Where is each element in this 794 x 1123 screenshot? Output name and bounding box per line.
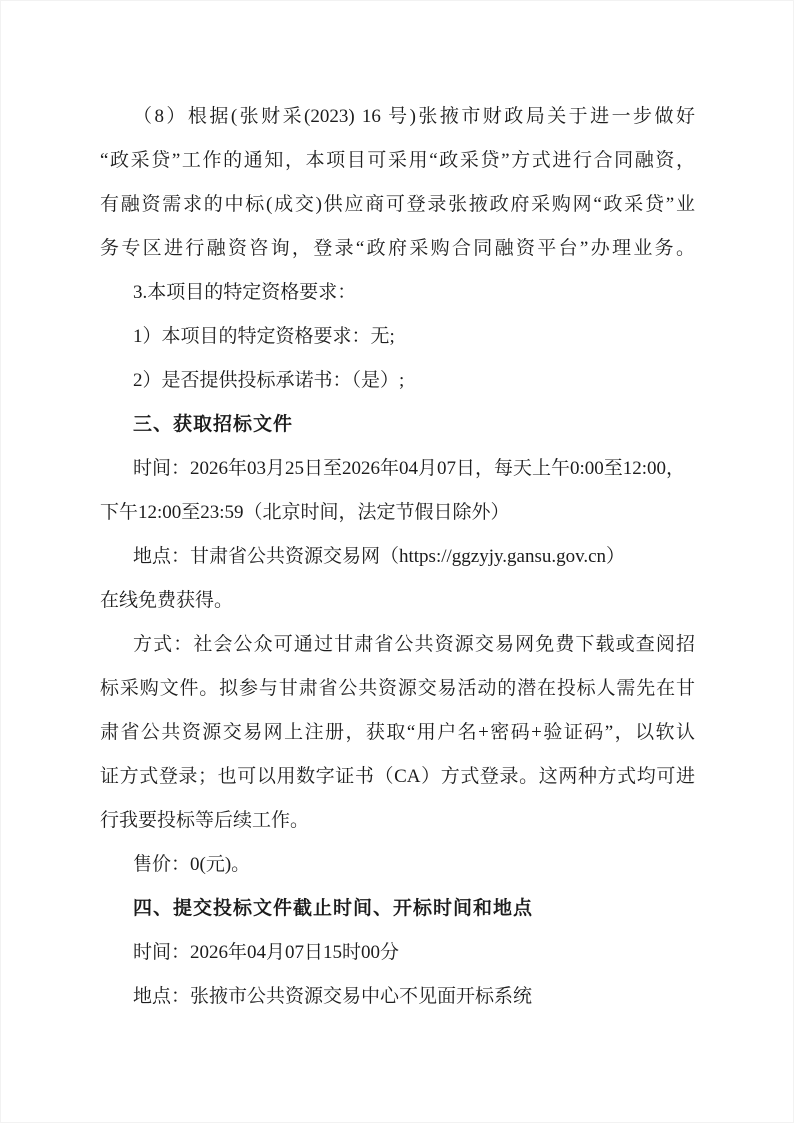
para-financing-line-3: 有融资需求的中标(成交)供应商可登录张掖政府采购网“政采贷”业 — [100, 194, 695, 215]
obtain-method-line-4: 证方式登录；也可以用数字证书（CA）方式登录。这两种方式均可进 — [100, 766, 695, 787]
deadline-location-line: 地点：张掖市公共资源交易中心不见面开标系统 — [133, 986, 533, 1007]
price-line: 售价：0(元)。 — [133, 854, 251, 875]
para-financing-line-2: “政采贷”工作的通知，本项目可采用“政采贷”方式进行合同融资， — [100, 150, 695, 171]
obtain-time-line-1: 时间：2026年03月25日至2026年04月07日，每天上午0:00至12:00， — [133, 458, 686, 479]
obtain-method-line-3: 肃省公共资源交易网上注册，获取“用户名+密码+验证码”，以软认 — [100, 722, 695, 743]
obtain-location-line-2: 在线免费获得。 — [100, 590, 234, 611]
obtain-method-line-5: 行我要投标等后续工作。 — [100, 810, 310, 831]
para-financing-line-4: 务专区进行融资咨询，登录“政府采购合同融资平台”办理业务。 — [100, 238, 695, 259]
obtain-method-line-1: 方式：社会公众可通过甘肃省公共资源交易网免费下载或查阅招 — [133, 634, 695, 655]
section-3-heading: 三、获取招标文件 — [133, 414, 294, 435]
obtain-location-line-1: 地点：甘肃省公共资源交易网（https://ggzyjy.gansu.gov.cn） — [133, 546, 626, 567]
item-3-1-specific-qualification: 1）本项目的特定资格要求：无; — [133, 326, 395, 347]
deadline-time-line: 时间：2026年04月07日15时00分 — [133, 942, 400, 963]
item-3-2-bid-commitment: 2）是否提供投标承诺书：（是）; — [133, 370, 405, 391]
obtain-method-line-2: 标采购文件。拟参与甘肃省公共资源交易活动的潜在投标人需先在甘 — [100, 678, 695, 699]
para-financing-line-1: （8）根据(张财采(2023) 16 号)张掖市财政局关于进一步做好 — [133, 106, 695, 127]
section-4-heading: 四、提交投标文件截止时间、开标时间和地点 — [133, 898, 534, 919]
document-body — [100, 95, 695, 1019]
obtain-time-line-2: 下午12:00至23:59（北京时间，法定节假日除外） — [100, 502, 510, 523]
item-3-qualification: 3.本项目的特定资格要求： — [133, 282, 357, 303]
